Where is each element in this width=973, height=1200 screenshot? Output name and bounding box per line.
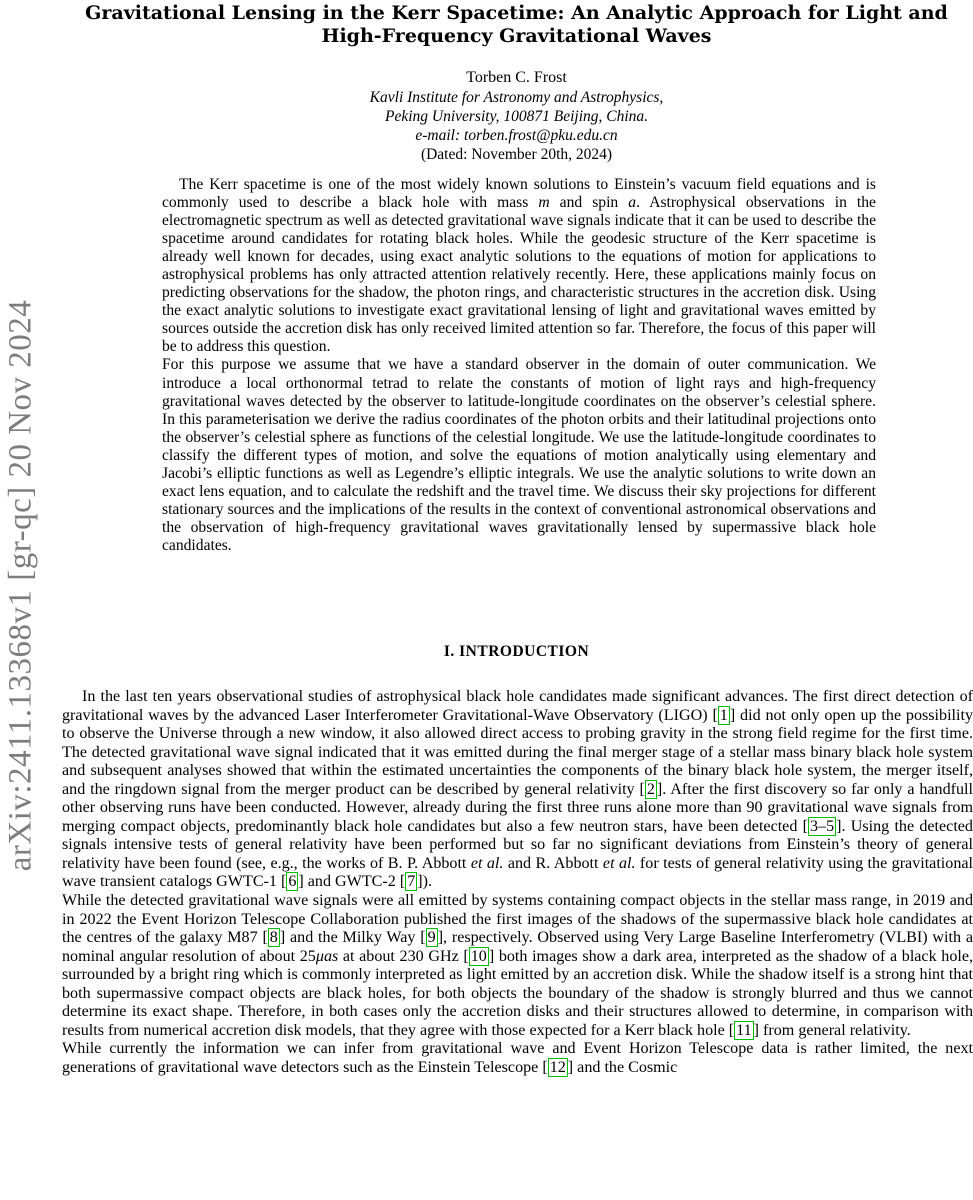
intro-paragraph-2: While the detected gravitational wave signals were all emitted by systems containing compact objects in the stellar mass range, in 2019 and in 2022 the Event Horizon Telescope Collaboration published the first images of the shadows of the supermassive black hole candidates at the centres of the galaxy M87 [ 8 ] and the Milky Way [ 9 ], respectively. Observed using Very Large Baseline Interferometry (VLBI) with a nominal angular resolution of about 25μas at about 230 GHz [ 10 ] both images show a dark area, interpreted as the shadow of a black hole, surrounded by a bright ring which is commonly interpreted as light emitted by an accretion disk. While the shadow itself is a strong hint that both supermassive compact objects are black holes, for both objects the boundary of the shadow is strongly blurred and thus we cannot determine its exact shape. Therefore, in both cases only the accretion disks and their structures allowed to determine, in comparison with results from numerical accretion disk models, that they agree with those expected for a Kerr black hole [ 11 ] from general relativity. [62,892,973,1039]
intro-paragraph-3: While currently the information we can infer from gravitational wave and Event Horizon Telescope data is rather limited, the next generations of gravitational wave detectors such as the Einstein Telescope [ 12 ] and the Cosmic [62,1040,973,1076]
body-text: ). [422,873,432,891]
citation-link[interactable]: 1 [719,706,728,724]
arxiv-identifier: arXiv:2411.13368v1 [gr-qc] 20 Nov 2024 [2,299,39,871]
math-symbol-a: a [628,194,637,212]
date-line: (Dated: November 20th, 2024) [420,146,613,163]
body-text: and the Milky Way [285,929,421,947]
citation-link[interactable]: 10 [470,947,487,965]
math-symbol-m: m [538,194,550,212]
author-name: Torben C. Frost [466,69,567,86]
arxiv-sidebar-stamp [0,290,42,880]
title-line-1: Gravitational Lensing in the Kerr Spacetime: An Analytic Approach for Light and [85,2,948,24]
body-text: . After the first discovery so far only a handfull other observing runs have been conducted. However, already during the first three runs alone more than 90 gravitational wave signals from merging compact objects, predominantly black hole candidates but also a few neutron stars, have been detected [62,780,973,835]
citation-link[interactable]: 12 [549,1058,566,1076]
body-text: at about 230 GHz [338,947,464,965]
citation-link[interactable]: 9 [427,929,436,947]
author-block [60,68,973,164]
body-text: both images show a dark area, interpreted as the shadow of a black hole, surrounded by a bright ring which is commonly interpreted as light emitted by an accretion disk. While the shadow itself is a strong hint that both supermassive compact objects are black holes, for both objects the boundary of the shadow is strongly blurred and thus we cannot determine its exact shape. Therefore, in both cases only the accretion disks and their structures allowed to determine, in comparison with results from numerical accretion disk models, that they agree with those expected for a Kerr black hole [62,947,973,1039]
abstract-paragraph-2: For this purpose we assume that we have a standard observer in the domain of outer communication. We introduce a local orthonormal tetrad to relate the constants of motion of light rays and high-frequency gravitational waves detected by the observer to latitude-longitude coordinates on the observer’s celestial sphere. In this parameterisation we derive the radius coordinates of the photon orbits and their latitudinal projections onto the observer’s celestial sphere as functions of the celestial longitude. We use the latitude-longitude coordinates to classify the different types of motion, and solve the equations of motion analytically using elementary and Jacobi’s elliptic functions as well as Legendre’s elliptic integrals. We use the analytic solutions to write down an exact lens equation, and to calculate the redshift and the travel time. We discuss their sky projections for different stationary sources and the implications of the results in the context of conventional astronomical observations and the observation of high-frequency gravitational waves gravitationally lensed by supermassive black hole candidates. [162,356,876,554]
body-text: and R. Abbott [503,854,603,872]
abstract-text: and spin [549,194,629,212]
unit-microarcsecond: μas [315,947,339,965]
body-text: for tests of general relativity using the gravitational wave transient catalogs GWTC-1 [62,854,973,891]
et-al: et al. [602,854,636,872]
affiliation-line-1: Kavli Institute for Astronomy and Astrophysics, [369,89,664,106]
body-text: , respectively. Observed using Very Large Baseline Interferometry (VLBI) with a nominal angular resolution of about 25 [62,929,973,965]
citation-link[interactable]: 7 [407,873,416,891]
citation-link[interactable]: 6 [288,873,297,891]
abstract [162,176,876,555]
body-text: and the Cosmic [573,1058,678,1076]
intro-paragraph-1: In the last ten years observational studies of astrophysical black hole candidates made significant advances. The first direct detection of gravitational waves by the advanced Laser Interferometer Gravitational-Wave Observatory (LIGO) [ 1 ] did not only open up the possibility to observe the Universe through a new window, it also allowed direct access to probing gravity in the strong field regime for the first time. The detected gravitational wave signal indicated that it was emitted during the final merger stage of a stellar mass binary black hole system and subsequent analyses showed that within the estimated uncertainties the components of the binary black hole system, the merger itself, and the ringdown signal from the merger product can be described by general relativity [ 2 ]. After the first discovery so far only a handfull other observing runs have been conducted. However, already during the first three runs alone more than 90 gravitational wave signals from merging compact objects, predominantly black hole candidates but also a few neutron stars, have been detected [ 3–5 ]. Using the detected signals intensive tests of general relativity have been performed but so far no significant deviations from Einstein’s theory of general relativity have been found (see, e.g., the works of B. P. Abbott et al. and R. Abbott et al. for tests of general relativity using the gravitational wave transient catalogs GWTC-1 [ 6 ] and GWTC-2 [ 7 ]). [62,688,973,891]
title-line-2: High-Frequency Gravitational Waves [321,25,712,47]
body-text: . Using the detected signals intensive tests of general relativity have been performed but so far no significant deviations from Einstein’s theory of general relativity have been found (see, e.g., the works of B. P. Abbott [62,817,973,872]
citation-link[interactable]: 8 [269,929,278,947]
abstract-paragraph-1 [162,176,876,356]
body-text: and GWTC-2 [303,873,400,891]
abstract-text: . Astrophysical observations in the electromagnetic spectrum as well as detected gravitational wave signals indicate that it can be used to describe the spacetime around candidates for rotating black holes. While the geodesic structure of the Kerr spacetime is already well known for decades, using exact analytic solutions to the equations of motion for applications to astrophysical problems has only attracted attention relatively recently. Here, these applications mainly focus on predicting observations for the shadow, the photon rings, and characteristic structures in the accretion disk. Using the exact analytic solutions to investigate exact gravitational lensing of light and gravitational waves emitted by sources outside the accretion disk has only received limited attention so far. Therefore, the focus of this paper will be to address this question. [162,194,876,356]
citation-link[interactable]: 3–5 [809,817,835,835]
body-text: In the last ten years observational studies of astrophysical black hole candidates made significant advances. The first direct detection of gravitational waves by the advanced Laser Interferometer Gravitational-Wave Observatory (LIGO) [62,688,973,724]
section-heading-introduction: I. INTRODUCTION [443,643,590,660]
body-text: from general relativity. [758,1021,911,1039]
citation-link[interactable]: 11 [736,1021,752,1039]
body-text: While the detected gravitational wave signals were all emitted by systems containing compact objects in the stellar mass range, in 2019 and in 2022 the Event Horizon Telescope Collaboration published the first images of the shadows of the supermassive black hole candidates at the centres of the galaxy M87 [62,892,973,947]
author-email: e-mail: torben.frost@pku.edu.cn [415,127,618,144]
body-text: While currently the information we can infer from gravitational wave and Event Horizon Telescope data is rather limited, the next generations of gravitational wave detectors such as the Einstein Telescope [62,1040,973,1076]
body-text: did not only open up the possibility to observe the Universe through a new window, it also allowed direct access to probing gravity in the strong field regime for the first time. The detected gravitational wave signal indicated that it was emitted during the final merger stage of a stellar mass binary black hole system and subsequent analyses showed that within the estimated uncertainties the components of the binary black hole system, the merger itself, and the ringdown signal from the merger product can be described by general relativity [62,706,973,798]
et-al: et al. [470,854,504,872]
paper-title [60,2,973,48]
introduction-body [62,688,973,1077]
affiliation-line-2: Peking University, 100871 Beijing, China. [384,108,649,125]
citation-link[interactable]: 2 [646,780,655,798]
abstract-text: The Kerr spacetime is one of the most widely known solutions to Einstein’s vacuum field equations and is commonly used to describe a black hole with mass [162,176,876,212]
